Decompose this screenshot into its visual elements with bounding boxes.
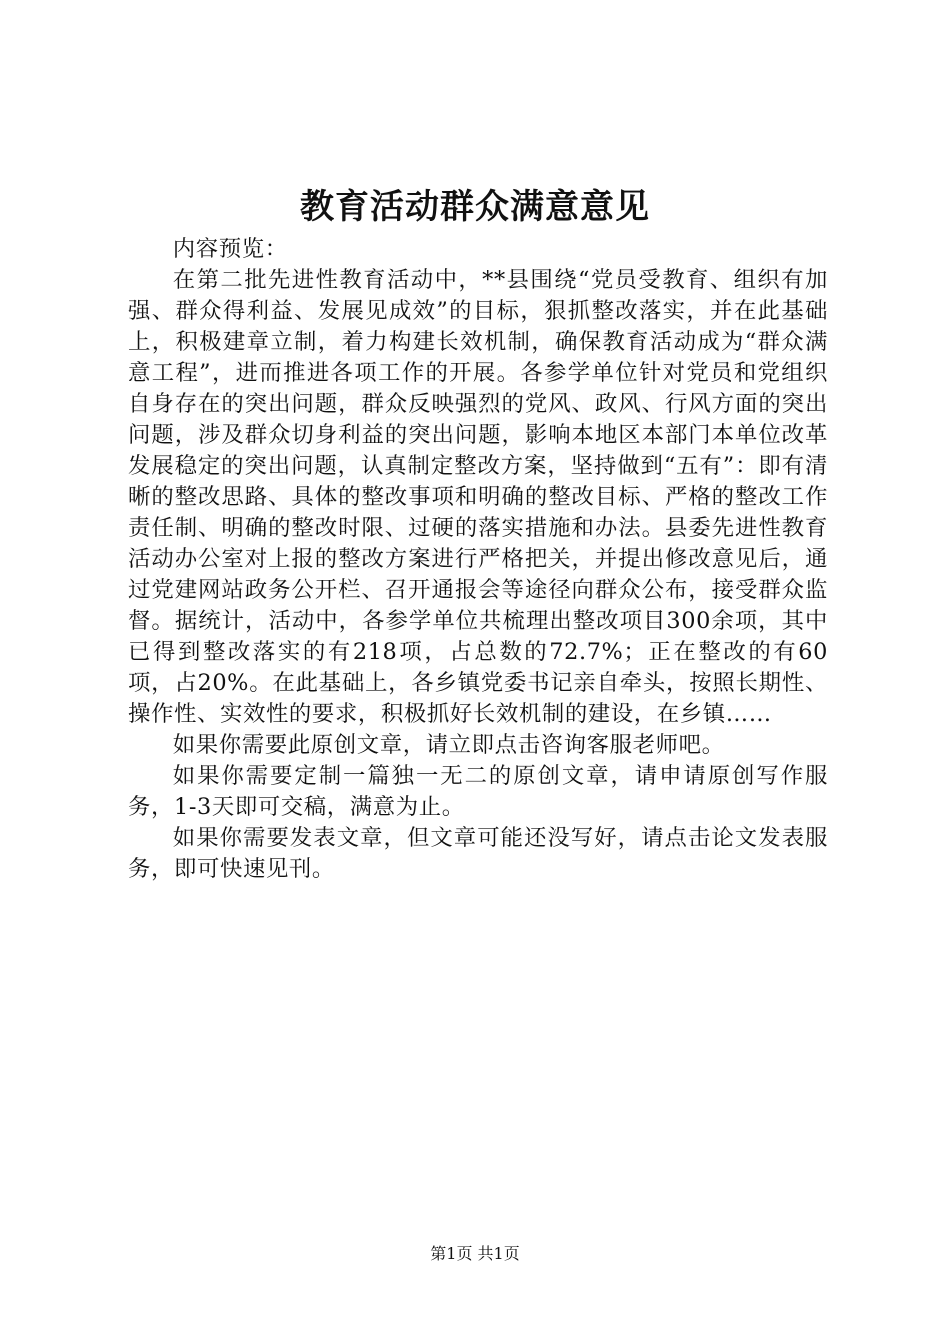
page-footer: 第1页 共1页 xyxy=(430,1244,520,1263)
document-title: 教育活动群众满意意见 xyxy=(300,187,650,227)
document-body xyxy=(128,234,828,885)
main-paragraph: 在第二批先进性教育活动中，**县围绕“党员受教育、组织有加强、群众得利益、发展见成效”的目标，狠抓整改落实，并在此基础上，积极建章立制，着力构建长效机制，确保教育活动成为“群众满意工程”，进而推进各项工作的开展。各参学单位针对党员和党组织自身存在的突出问题，群众反映强烈的党风、政风、行风方面的突出问题，涉及群众切身利益的突出问题，影响本地区本部门本单位改革发展稳定的突出问题，认真制定整改方案，坚持做到“五有”：即有清晰的整改思路、具体的整改事项和明确的整改目标、严格的整改工作责任制、明确的整改时限、过硬的落实措施和办法。县委先进性教育活动办公室对上报的整改方案进行严格把关，并提出修改意见后，通过党建网站政务公开栏、召开通报会等途径向群众公布，接受群众监督。据统计，活动中，各参学单位共梳理出整改项目300余项，其中已得到整改落实的有218项，占总数的72.7%；正在整改的有60项，占20%。在此基础上，各乡镇党委书记亲自牵头，按照长期性、操作性、实效性的要求，积极抓好长效机制的建设，在乡镇…… xyxy=(128,267,828,727)
promo-paragraph-custom-writing: 如果你需要定制一篇独一无二的原创文章，请申请原创写作服务，1-3天即可交稿，满意为止。 xyxy=(128,763,828,820)
promo-paragraph-publishing: 如果你需要发表文章，但文章可能还没写好，请点击论文发表服务，即可快速见刊。 xyxy=(128,825,828,882)
promo-paragraph-consult: 如果你需要此原创文章，请立即点击咨询客服老师吧。 xyxy=(172,732,725,758)
preview-label: 内容预览： xyxy=(172,236,288,262)
